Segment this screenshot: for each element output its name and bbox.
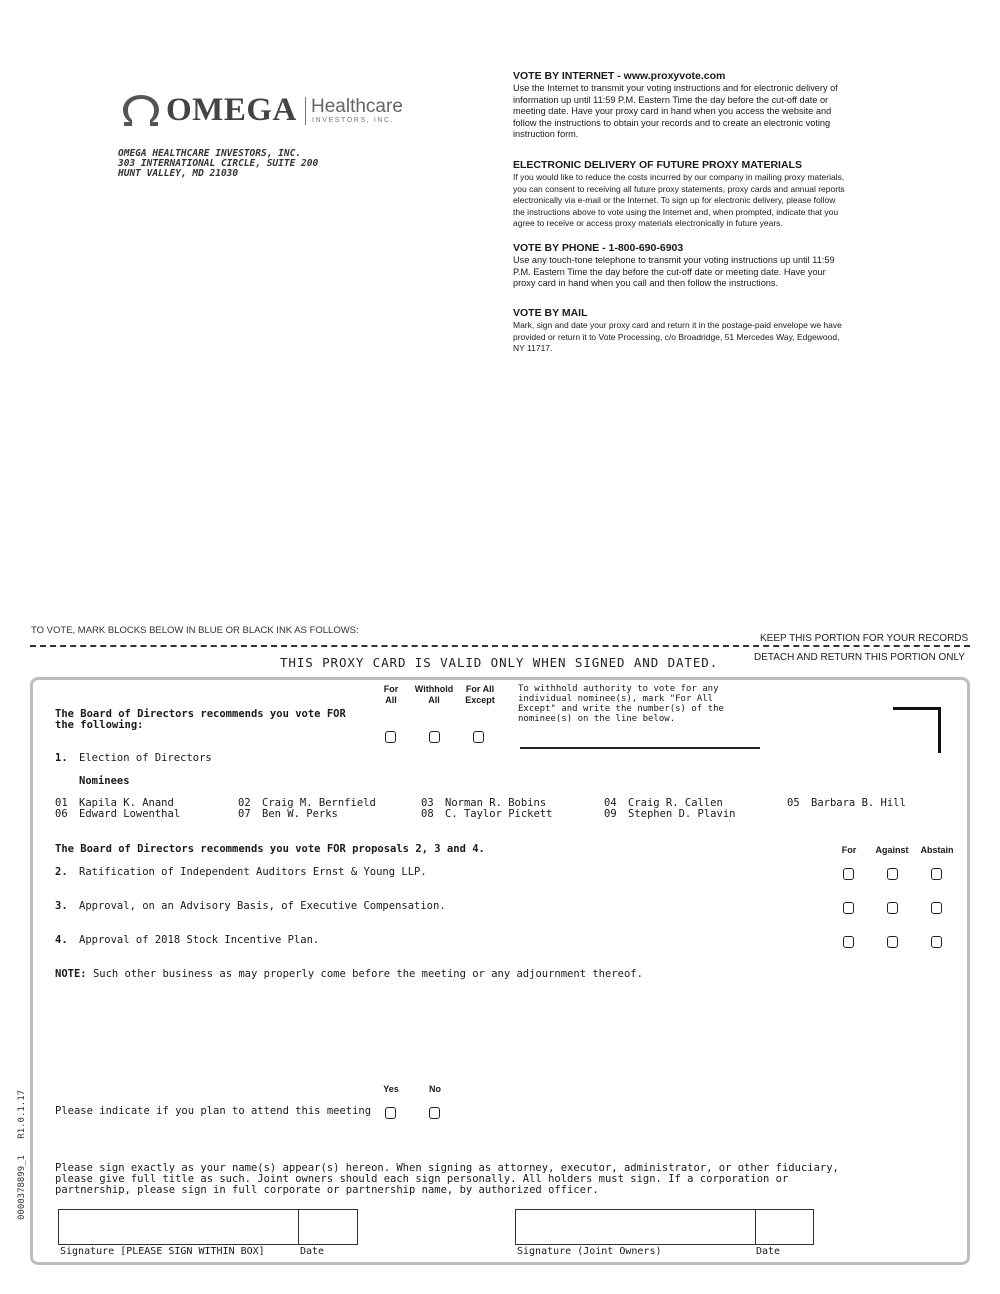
nominee-number: 08 <box>421 808 434 820</box>
signature-label: Signature [PLEASE SIGN WITHIN BOX] <box>60 1246 265 1257</box>
text-line: To withhold authority to vote for any <box>518 684 719 694</box>
side-code <box>11 1070 27 1220</box>
col-header-no: No <box>429 1084 441 1094</box>
note-text: Such other business as may properly come before the meeting or any adjournment thereof. <box>92 968 643 980</box>
date-label: Date <box>300 1246 325 1257</box>
nominee-number: 04 <box>604 797 617 809</box>
board-recommendation-1 <box>55 709 346 731</box>
nominee-number: 05 <box>787 797 800 809</box>
nominee-number: 09 <box>604 808 617 820</box>
nominee-name: C. Taylor Pickett <box>445 808 553 820</box>
proposal-4 <box>55 934 320 946</box>
signature-box[interactable] <box>58 1209 299 1245</box>
text-line: meeting date. Have your proxy card in hand when you access the website and <box>513 106 832 117</box>
text-line: information up until 11:59 P.M. Eastern Time the day before the cut-off date or <box>513 94 829 105</box>
vote-mail <box>513 307 923 355</box>
text-line: individual nominee(s), mark "For All <box>518 694 714 704</box>
col-header-abstain: Abstain <box>920 845 954 855</box>
proposal-4-abstain-checkbox[interactable] <box>931 936 942 948</box>
withhold-all-checkbox[interactable] <box>429 731 440 743</box>
vote-internet <box>513 70 913 141</box>
proposal-2-for-checkbox[interactable] <box>843 868 854 880</box>
address-line: OMEGA HEALTHCARE INVESTORS, INC. <box>118 148 302 159</box>
nominee <box>238 808 338 820</box>
signing-instructions <box>55 1163 839 1196</box>
proposal-3-against-checkbox[interactable] <box>887 902 898 914</box>
col-header-yes: Yes <box>383 1084 399 1094</box>
nominee-name: Norman R. Bobins <box>445 797 547 809</box>
proposal-3 <box>55 900 446 912</box>
header-text: Withhold <box>414 684 454 694</box>
nominee-number: 01 <box>55 797 68 809</box>
keep-portion-label: KEEP THIS PORTION FOR YOUR RECORDS <box>760 633 969 644</box>
signature-date-box[interactable] <box>298 1209 358 1245</box>
nominee-name: Stephen D. Plavin <box>628 808 736 820</box>
proposal-2-abstain-checkbox[interactable] <box>931 868 942 880</box>
proposal-3-for-checkbox[interactable] <box>843 902 854 914</box>
joint-signature-label: Signature (Joint Owners) <box>517 1246 662 1257</box>
nominee <box>604 808 736 820</box>
nominee-number: 03 <box>421 797 434 809</box>
text-line: nominee(s) on the line below. <box>518 714 676 724</box>
text-line: Except" and write the number(s) of the <box>518 704 724 714</box>
vote-phone-title: VOTE BY PHONE - 1-800-690-6903 <box>513 242 684 254</box>
proposal-text: Ratification of Independent Auditors Ernst & Young LLP. <box>79 866 427 878</box>
proposal-3-abstain-checkbox[interactable] <box>931 902 942 914</box>
text-line: partnership, please sign in full corporate or partnership name, by authorized officer. <box>55 1184 599 1196</box>
nominee <box>421 808 553 820</box>
withhold-instruction <box>518 684 758 724</box>
text-line: please give full title as such. Joint owners should each sign personally. All holders must sign. If a corporation or <box>55 1173 789 1185</box>
text-line: NY 11717. <box>513 343 553 354</box>
attend-no-checkbox[interactable] <box>429 1107 440 1119</box>
proposal-text: Approval of 2018 Stock Incentive Plan. <box>79 934 320 946</box>
detach-line <box>30 645 970 647</box>
nominee <box>787 797 906 809</box>
text-line: provided or return it to Vote Processing, c/o Broadridge, 51 Mercedes Way, Edgewood, <box>513 331 840 342</box>
text-line: you can consent to receiving all future proxy statements, proxy cards and annual reports <box>513 183 845 194</box>
text-line: If you would like to reduce the costs incurred by our company in mailing proxy materials, <box>513 172 845 182</box>
proposal-number: 4. <box>55 934 68 946</box>
col-header-against: Against <box>875 845 909 855</box>
detach-return-label: DETACH AND RETURN THIS PORTION ONLY <box>754 652 965 663</box>
corner-mark <box>893 707 941 753</box>
text-line: the instructions above to vote using the Internet and, when prompted, indicate that you <box>513 206 839 217</box>
logo-sub-2: INVESTORS, INC. <box>312 117 395 124</box>
proposal-4-for-checkbox[interactable] <box>843 936 854 948</box>
side-code-text: 0000378899_1 R1.0.1.17 <box>17 1089 27 1220</box>
logo-divider <box>305 97 306 125</box>
board-recommendation-2: The Board of Directors recommends you vote FOR proposals 2, 3 and 4. <box>55 843 485 855</box>
nominee-name: Craig M. Bernfield <box>262 797 376 809</box>
nominee-number: 02 <box>238 797 251 809</box>
company-logo <box>122 93 412 133</box>
mark-blocks-instruction: TO VOTE, MARK BLOCKS BELOW IN BLUE OR BLACK INK AS FOLLOWS: <box>31 625 359 636</box>
header-text: All <box>428 695 440 705</box>
vote-internet-title: VOTE BY INTERNET - www.proxyvote.com <box>513 70 726 82</box>
item-number: 1. <box>55 752 68 764</box>
item-text: Election of Directors <box>79 752 212 764</box>
omega-icon <box>122 94 160 128</box>
nominee-name: Barbara B. Hill <box>811 797 906 809</box>
for-all-except-checkbox[interactable] <box>473 731 484 743</box>
text-line: instruction form. <box>513 129 579 140</box>
company-address <box>118 149 318 179</box>
note <box>55 969 643 980</box>
nominee-number: 07 <box>238 808 251 820</box>
logo-word: OMEGA <box>166 92 297 128</box>
nominee-name: Ben W. Perks <box>262 808 338 820</box>
proposal-number: 3. <box>55 900 68 912</box>
text-line: follow the instructions to obtain your records and to create an electronic voting <box>513 117 831 128</box>
electronic-delivery-title: ELECTRONIC DELIVERY OF FUTURE PROXY MATERIALS <box>513 159 802 171</box>
proposal-2-against-checkbox[interactable] <box>887 868 898 880</box>
text-line: agree to receive or access proxy materials electronically in future years. <box>513 218 783 229</box>
nominee-exception-line[interactable] <box>520 747 760 749</box>
text-line: proxy card in hand when you call and then follow the instructions. <box>513 278 779 289</box>
vote-mail-title: VOTE BY MAIL <box>513 307 588 319</box>
text-line: Use any touch-tone telephone to transmit your voting instructions up until 11:59 <box>513 255 835 265</box>
text-line: Use the Internet to transmit your voting instructions and for electronic delivery of <box>513 83 838 93</box>
header-text: All <box>385 695 397 705</box>
header-text: For All <box>465 684 495 694</box>
proposal-number: 2. <box>55 866 68 878</box>
note-label: NOTE: <box>55 968 87 980</box>
nominee-name: Kapila K. Anand <box>79 797 174 809</box>
nominee-number: 06 <box>55 808 68 820</box>
col-header-for: For <box>841 845 857 855</box>
text-line: P.M. Eastern Time the day before the cut-off date or meeting date. Have your <box>513 266 826 277</box>
nominee-name: Craig R. Callen <box>628 797 723 809</box>
nominee-name: Edward Lowenthal <box>79 808 181 820</box>
text-line: electronically via e-mail or the Internet. To sign up for electronic delivery, please follow <box>513 195 836 206</box>
attend-meeting-question: Please indicate if you plan to attend this meeting <box>55 1105 372 1117</box>
valid-notice: THIS PROXY CARD IS VALID ONLY WHEN SIGNED AND DATED. <box>280 655 719 670</box>
for-all-checkbox[interactable] <box>385 731 396 743</box>
joint-signature-date-box[interactable] <box>755 1209 814 1245</box>
logo-sub-1: Healthcare <box>311 96 403 117</box>
vote-phone <box>513 242 913 290</box>
proposal-2 <box>55 866 427 878</box>
joint-date-label: Date <box>756 1246 781 1257</box>
joint-signature-box[interactable] <box>515 1209 756 1245</box>
proposal-text: Approval, on an Advisory Basis, of Executive Compensation. <box>79 900 446 912</box>
header-text: For <box>383 684 399 694</box>
proposal-4-against-checkbox[interactable] <box>887 936 898 948</box>
attend-yes-checkbox[interactable] <box>385 1107 396 1119</box>
nominee <box>55 808 181 820</box>
text-line: The Board of Directors recommends you vote FOR <box>55 708 346 720</box>
item-1 <box>55 752 212 764</box>
address-line: 303 INTERNATIONAL CIRCLE, SUITE 200 <box>118 158 319 169</box>
text-line: Please sign exactly as your name(s) appear(s) hereon. When signing as attorney, executor, administrator, or other fiduciary, <box>55 1162 839 1174</box>
col-header-for-all <box>378 684 404 706</box>
nominees-label: Nominees <box>79 775 130 787</box>
text-line: Mark, sign and date your proxy card and return it in the postage-paid envelope we have <box>513 320 842 330</box>
col-header-withhold-all <box>411 684 457 706</box>
electronic-delivery <box>513 159 923 230</box>
col-header-for-all-except <box>461 684 499 706</box>
text-line: the following: <box>55 719 144 731</box>
header-text: Except <box>465 695 495 705</box>
address-line: HUNT VALLEY, MD 21030 <box>118 168 239 179</box>
